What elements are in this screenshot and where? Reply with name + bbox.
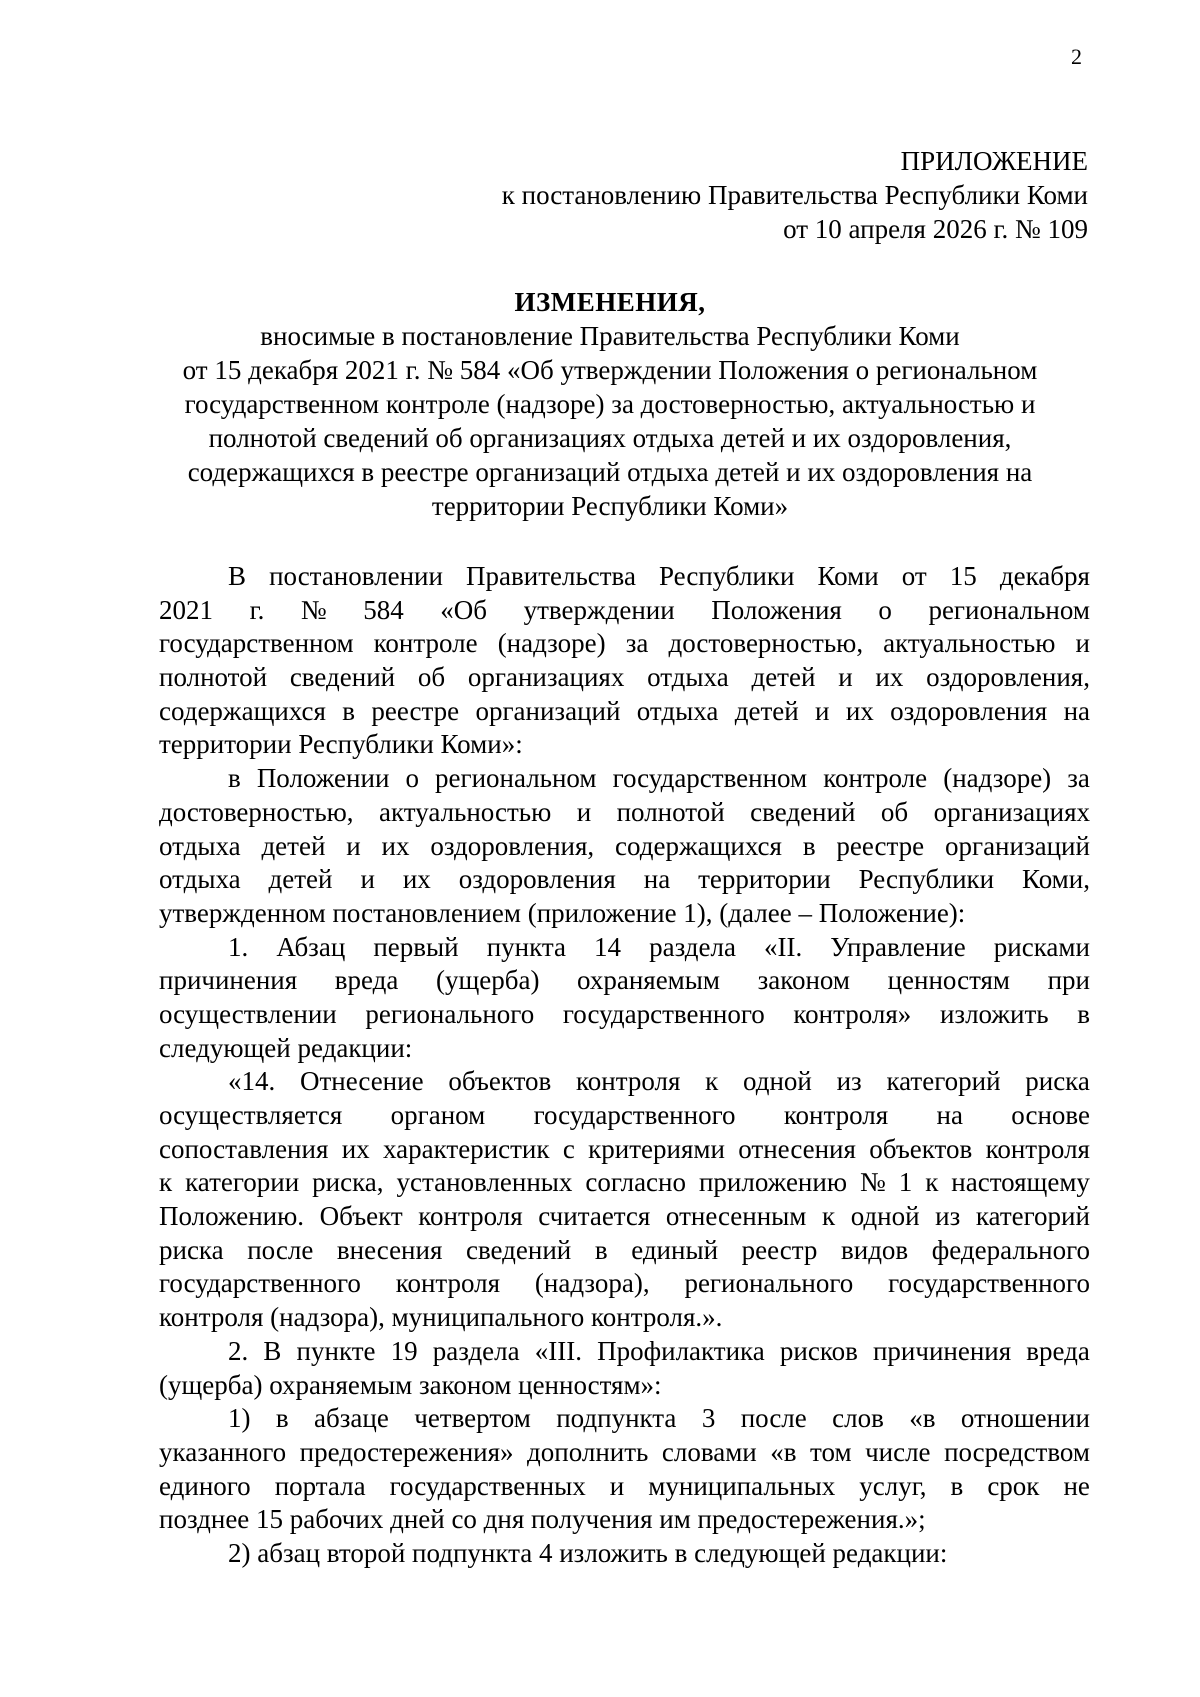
word: В xyxy=(228,561,247,591)
word: объектов xyxy=(869,1133,973,1164)
word: Объект xyxy=(319,1201,403,1232)
body-line xyxy=(159,998,1090,1032)
word: 584 xyxy=(363,594,404,625)
word: Абзац xyxy=(276,931,346,962)
word: и xyxy=(609,1470,625,1501)
word: категории xyxy=(185,1167,300,1198)
body-line xyxy=(159,594,1090,628)
word: после xyxy=(247,1234,314,1265)
word: оздоровления, xyxy=(430,830,595,861)
word: государственного xyxy=(562,998,765,1029)
body-line xyxy=(159,1065,1090,1099)
word: в xyxy=(802,830,816,861)
word: № xyxy=(300,594,327,625)
word: пункте xyxy=(296,1335,376,1366)
word: портала xyxy=(274,1470,366,1501)
body-line xyxy=(159,1436,1090,1470)
word: из xyxy=(935,1201,961,1232)
word: в xyxy=(228,763,241,794)
word: об xyxy=(417,662,446,693)
word: приложению xyxy=(698,1167,848,1198)
body-line: территории Республики Коми»: xyxy=(159,729,523,760)
word: и xyxy=(360,864,375,895)
word: контроля xyxy=(395,1268,501,1299)
body-line: (ущерба) охраняемым законом ценностям»: xyxy=(159,1369,662,1400)
word: «в xyxy=(909,1403,936,1434)
word: к xyxy=(821,1201,836,1232)
word: слов xyxy=(832,1403,884,1434)
word: риска xyxy=(159,1234,224,1265)
word: на xyxy=(936,1100,963,1130)
body-line xyxy=(159,1267,1090,1301)
word: рисков xyxy=(779,1335,858,1366)
word: территории xyxy=(698,864,831,895)
word: в xyxy=(950,1470,964,1501)
word: (надзоре) xyxy=(943,763,1052,794)
word: детей xyxy=(751,662,816,693)
word: и xyxy=(1075,628,1090,659)
word: (ущерба) xyxy=(435,965,540,996)
word: Коми, xyxy=(1022,864,1090,895)
word: категорий xyxy=(975,1201,1090,1232)
document-body xyxy=(159,560,1090,1571)
word: содержащихся xyxy=(615,830,782,861)
word: с xyxy=(562,1133,575,1164)
appendix-reference: к постановлению Правительства Республики Коми xyxy=(501,180,1088,210)
title-line: государственном контроле (надзоре) за достоверностью, актуальностью и xyxy=(184,389,1036,419)
word: риска, xyxy=(312,1167,384,1198)
word: в xyxy=(275,1403,289,1434)
word: считается xyxy=(538,1201,651,1232)
word: сведений xyxy=(750,796,856,827)
word: ценностям xyxy=(887,965,1011,996)
body-line xyxy=(159,796,1090,830)
word: г. xyxy=(249,594,265,625)
word: Отнесение xyxy=(299,1066,424,1097)
word: абзаце xyxy=(314,1403,389,1434)
word: от xyxy=(901,561,927,591)
title-line: от 15 декабря 2021 г. № 584 «Об утверждении Положения о региональном xyxy=(182,355,1038,385)
word: 1 xyxy=(898,1167,913,1198)
word: актуальностью xyxy=(883,628,1056,659)
word: государственного xyxy=(888,1268,1090,1299)
word: вреда xyxy=(1026,1335,1090,1366)
word: «в xyxy=(770,1436,797,1467)
body-line xyxy=(159,1234,1090,1268)
word: утверждении xyxy=(523,594,675,625)
title-line: полнотой сведений об организациях отдыха детей и их оздоровления, xyxy=(208,423,1012,453)
word: первый xyxy=(373,931,459,962)
word: их xyxy=(845,695,874,726)
word: В xyxy=(263,1335,282,1366)
word: органом xyxy=(390,1100,486,1130)
word: подпункта xyxy=(556,1403,677,1434)
word: раздела xyxy=(432,1335,520,1366)
word: детей xyxy=(734,695,799,726)
body-line: утвержденном постановлением (приложение 1), (далее – Положение): xyxy=(159,897,966,928)
word: полнотой xyxy=(616,796,725,827)
body-line: контроля (надзора), муниципального контроля.». xyxy=(159,1302,723,1333)
word: предостережения» xyxy=(299,1436,514,1467)
word: достоверностью, xyxy=(159,796,354,827)
body-line xyxy=(159,964,1090,998)
word: о xyxy=(405,763,419,794)
body-line xyxy=(159,830,1090,864)
word: к xyxy=(925,1167,939,1198)
body-line xyxy=(159,1470,1090,1504)
word: «II. xyxy=(764,931,803,962)
word: установленных xyxy=(396,1167,573,1198)
word: федерального xyxy=(931,1234,1090,1265)
word: на xyxy=(643,864,671,895)
word: срок xyxy=(987,1470,1040,1501)
word: после xyxy=(740,1403,807,1434)
word: и xyxy=(838,662,853,693)
word: не xyxy=(1063,1470,1090,1501)
word: согласно xyxy=(585,1167,686,1198)
word: Республики xyxy=(659,561,795,591)
word: государственном xyxy=(159,628,354,659)
word: Правительства xyxy=(466,561,636,591)
word: оздоровления xyxy=(458,864,616,895)
word: одной xyxy=(850,1201,920,1232)
body-line: позднее 15 рабочих дней со дня получения им предостережения.»; xyxy=(159,1504,926,1535)
word: детей xyxy=(268,864,333,895)
word: за xyxy=(1067,763,1090,794)
body-line xyxy=(159,1335,1090,1369)
word: четвертом xyxy=(414,1403,531,1434)
body-line xyxy=(159,695,1090,729)
word: Республики xyxy=(858,864,995,895)
word: критериями xyxy=(588,1133,725,1164)
body-line xyxy=(159,627,1090,661)
word: из xyxy=(836,1066,862,1097)
word: Положения xyxy=(711,594,842,625)
word: отдыха xyxy=(159,864,241,895)
appendix-title: ПРИЛОЖЕНИЕ xyxy=(900,146,1088,176)
word: контроля xyxy=(576,1066,681,1097)
word: дополнить xyxy=(527,1436,649,1467)
word: том xyxy=(810,1436,852,1467)
word: единого xyxy=(159,1470,251,1501)
word: пункта xyxy=(486,931,566,962)
word: 1. xyxy=(228,931,249,962)
word: при xyxy=(1047,965,1090,996)
word: вреда xyxy=(334,965,399,996)
word: отнесения xyxy=(738,1133,856,1164)
word: постановлении xyxy=(269,561,443,591)
page-number: 2 xyxy=(1071,44,1082,69)
word: одной xyxy=(742,1066,812,1097)
title-line: вносимые в постановление Правительства Республики Коми xyxy=(260,321,960,351)
word: организациях xyxy=(933,796,1090,827)
word: за xyxy=(625,628,649,659)
word: № xyxy=(859,1167,886,1198)
word: к xyxy=(705,1066,719,1097)
title-line: территории Республики Коми» xyxy=(431,491,789,521)
word: основе xyxy=(1011,1100,1090,1130)
word: законом xyxy=(757,965,850,996)
word: Коми xyxy=(817,561,879,591)
word: и xyxy=(576,796,592,827)
word: единый xyxy=(631,1234,719,1265)
word: настоящему xyxy=(951,1167,1090,1198)
word: контроля xyxy=(418,1201,523,1232)
word: 3 xyxy=(701,1403,716,1434)
word: их xyxy=(402,864,431,895)
word: числе xyxy=(865,1436,931,1467)
body-line xyxy=(159,1402,1090,1436)
word: 14 xyxy=(594,931,622,962)
word: их xyxy=(875,662,904,693)
body-line xyxy=(159,661,1090,695)
word: контроля xyxy=(783,1100,889,1130)
word: в xyxy=(594,1234,608,1265)
word: категорий xyxy=(886,1066,1001,1097)
word: 2021 xyxy=(159,594,213,625)
body-line xyxy=(159,762,1090,796)
word: организациях xyxy=(467,662,625,693)
word: декабря xyxy=(999,561,1090,591)
word: Профилактика xyxy=(597,1335,765,1366)
word: сведений xyxy=(289,662,396,693)
word: организаций xyxy=(475,695,621,726)
body-line xyxy=(159,1200,1090,1234)
word: реестр xyxy=(741,1234,818,1265)
word: сведений xyxy=(465,1234,572,1265)
word: о xyxy=(878,594,892,625)
title-line: содержащихся в реестре организаций отдыха детей и их оздоровления на xyxy=(187,457,1033,487)
word: контроля xyxy=(985,1133,1090,1164)
word: (надзоре) xyxy=(497,628,606,659)
word: словами xyxy=(661,1436,757,1467)
word: риска xyxy=(1025,1066,1090,1097)
word: охраняемым xyxy=(577,965,720,996)
word: 15 xyxy=(949,561,977,591)
word: содержащихся xyxy=(159,695,326,726)
word: контроле xyxy=(373,628,478,659)
document-title-block xyxy=(130,285,1090,523)
word: региональном xyxy=(435,763,597,794)
word: актуальностью xyxy=(379,796,552,827)
appendix-header xyxy=(160,144,1088,246)
word: муниципальных xyxy=(648,1470,836,1501)
word: их xyxy=(341,1133,370,1164)
word: видов xyxy=(841,1234,909,1265)
word: и xyxy=(815,695,830,726)
word: оздоровления xyxy=(890,695,1048,726)
body-line xyxy=(159,560,1090,594)
word: «14. xyxy=(228,1066,276,1097)
body-line xyxy=(159,1133,1090,1167)
word: указанного xyxy=(159,1436,287,1467)
word: в xyxy=(342,695,356,726)
word: полнотой xyxy=(159,662,268,693)
word: государственного xyxy=(159,1268,361,1299)
word: отдыха xyxy=(636,695,719,726)
word: государственном xyxy=(612,763,808,794)
word: региональном xyxy=(928,594,1090,625)
word: отнесенным xyxy=(665,1201,807,1232)
word: и xyxy=(346,830,361,861)
word: реестре xyxy=(836,830,925,861)
word: реестре xyxy=(371,695,460,726)
word: раздела xyxy=(649,931,736,962)
word: изложить xyxy=(939,998,1049,1029)
word: оздоровления, xyxy=(926,662,1090,693)
word: Положению. xyxy=(159,1201,305,1232)
word: «III. xyxy=(534,1335,582,1366)
word: причинения xyxy=(159,965,298,996)
word: сопоставления xyxy=(159,1133,329,1164)
word: организаций xyxy=(945,830,1090,861)
word: регионального xyxy=(365,998,535,1029)
word: характеристик xyxy=(383,1133,550,1164)
word: причинения xyxy=(872,1335,1012,1366)
word: отдыха xyxy=(647,662,729,693)
word: об xyxy=(880,796,909,827)
word: к xyxy=(159,1167,173,1198)
word: контроля» xyxy=(793,998,912,1029)
word: на xyxy=(1063,695,1090,726)
word: отдыха xyxy=(159,830,241,861)
appendix-date-number: от 10 апреля 2026 г. № 109 xyxy=(783,214,1088,244)
word: Положении xyxy=(256,763,390,794)
body-line xyxy=(159,1166,1090,1200)
word: посредством xyxy=(944,1436,1090,1467)
word: осуществляется xyxy=(159,1100,343,1130)
word: детей xyxy=(261,830,326,861)
word: Управление xyxy=(830,931,966,962)
word: осуществлении xyxy=(159,998,337,1029)
body-line xyxy=(159,1099,1090,1133)
word: 2. xyxy=(228,1335,249,1366)
word: отношении xyxy=(960,1403,1090,1434)
body-line: следующей редакции: xyxy=(159,1032,413,1063)
word: государственных xyxy=(389,1470,586,1501)
word: достоверностью, xyxy=(668,628,864,659)
word: услуг, xyxy=(859,1470,927,1501)
word: 19 xyxy=(390,1335,418,1366)
word: объектов xyxy=(448,1066,552,1097)
word: 1) xyxy=(228,1403,251,1434)
word: (надзора), xyxy=(534,1268,650,1299)
word: внесения xyxy=(336,1234,443,1265)
word: в xyxy=(1077,998,1090,1029)
body-line: 2) абзац второй подпункта 4 изложить в следующей редакции: xyxy=(228,1537,948,1568)
word: контроле xyxy=(823,763,928,794)
word: рисками xyxy=(993,931,1090,962)
body-line xyxy=(159,931,1090,965)
word: их xyxy=(381,830,410,861)
word: государственного xyxy=(533,1100,736,1130)
document-heading: ИЗМЕНЕНИЯ, xyxy=(514,287,706,317)
word: регионального xyxy=(684,1268,854,1299)
word: «Об xyxy=(440,594,488,625)
body-line xyxy=(159,863,1090,897)
